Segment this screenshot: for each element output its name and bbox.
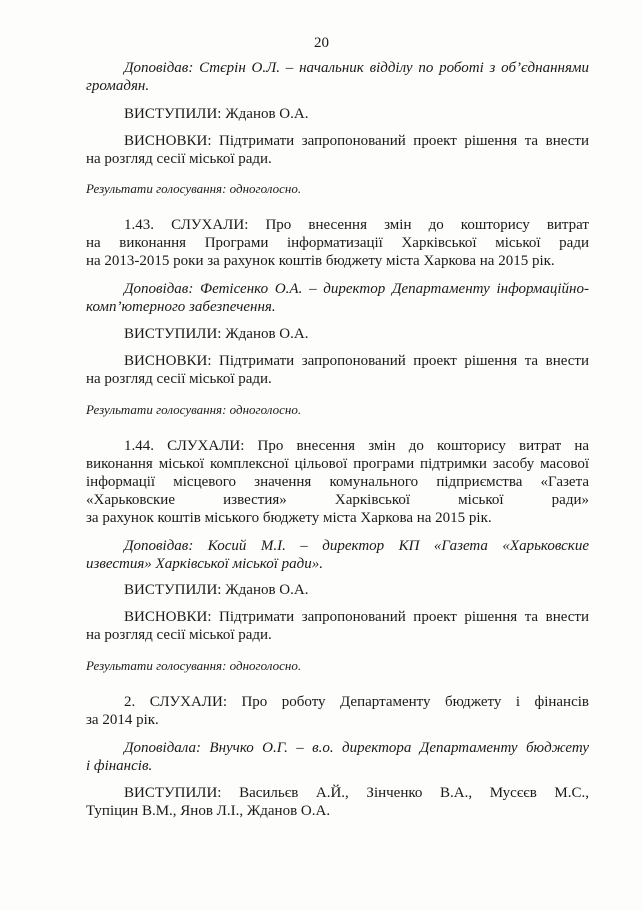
page-number: 20 (314, 35, 329, 51)
heard-1-44-line5: за рахунок коштів міського бюджету міста Харкова на 2015 рік. (86, 510, 492, 526)
heard-2-line1: 2. СЛУХАЛИ: Про роботу Департаменту бюджету і фінансів (124, 694, 589, 710)
spoke-zhdanov-2: ВИСТУПИЛИ: Жданов О.А. (124, 326, 309, 342)
heard-1-44-line2: виконання міської комплексної цільової програми підтримки засобу масової (86, 456, 589, 472)
spoke-multiple-line1: ВИСТУПИЛИ: Васильєв А.Й., Зінченко В.А., Мусєєв М.С., (124, 785, 589, 801)
heard-1-43-line2: на виконання Програми інформатизації Харківської міської ради (86, 235, 589, 251)
speaker-line-stierin-cont: громадян. (86, 78, 150, 94)
spoke-multiple-line2: Тупіцин В.М., Янов Л.І., Жданов О.А. (86, 803, 331, 819)
speaker-line-fetisenko-cont: комп’ютерного забезпечення. (86, 299, 276, 315)
heard-1-43-line3: на 2013-2015 роки за рахунок коштів бюджету міста Харкова на 2015 рік. (86, 253, 555, 269)
conclusion-line-2-cont: на розгляд сесії міської ради. (86, 371, 272, 387)
vote-result-3: Результати голосування: одноголосно. (86, 658, 302, 673)
conclusion-line-3-cont: на розгляд сесії міської ради. (86, 627, 272, 643)
heard-1-44-line1: 1.44. СЛУХАЛИ: Про внесення змін до кошторису витрат на (124, 438, 589, 454)
heard-1-44-line3: інформації місцевого значення комунального підприємства «Газета (86, 474, 589, 490)
speaker-line-stierin: Доповідав: Стєрін О.Л. – начальник відділу по роботі з об’єднаннями (124, 60, 589, 76)
heard-1-44-line4: «Харьковские известия» Харківської міської ради» (86, 492, 589, 508)
heard-1-43-line1: 1.43. СЛУХАЛИ: Про внесення змін до кошторису витрат (124, 217, 589, 233)
spoke-zhdanov-1: ВИСТУПИЛИ: Жданов О.А. (124, 106, 309, 122)
vote-result-1: Результати голосування: одноголосно. (86, 181, 302, 196)
speaker-line-vnuchko-cont: і фінансів. (86, 758, 153, 774)
heard-2-line2: за 2014 рік. (86, 712, 159, 728)
speaker-line-kosyi: Доповідав: Косий М.І. – директор КП «Газета «Харьковские (124, 538, 589, 554)
speaker-line-fetisenko: Доповідав: Фетісенко О.А. – директор Департаменту інформаційно- (124, 281, 589, 297)
spoke-zhdanov-3: ВИСТУПИЛИ: Жданов О.А. (124, 582, 309, 598)
speaker-line-kosyi-cont: известия» Харківської міської ради». (86, 556, 323, 572)
conclusion-line-1-cont: на розгляд сесії міської ради. (86, 151, 272, 167)
speaker-line-vnuchko: Доповідала: Внучко О.Г. – в.о. директора Департаменту бюджету (124, 740, 589, 756)
conclusion-line-1: ВИСНОВКИ: Підтримати запропонований проект рішення та внести (124, 133, 589, 149)
vote-result-2: Результати голосування: одноголосно. (86, 402, 302, 417)
conclusion-line-2: ВИСНОВКИ: Підтримати запропонований проект рішення та внести (124, 353, 589, 369)
conclusion-line-3: ВИСНОВКИ: Підтримати запропонований проект рішення та внести (124, 609, 589, 625)
